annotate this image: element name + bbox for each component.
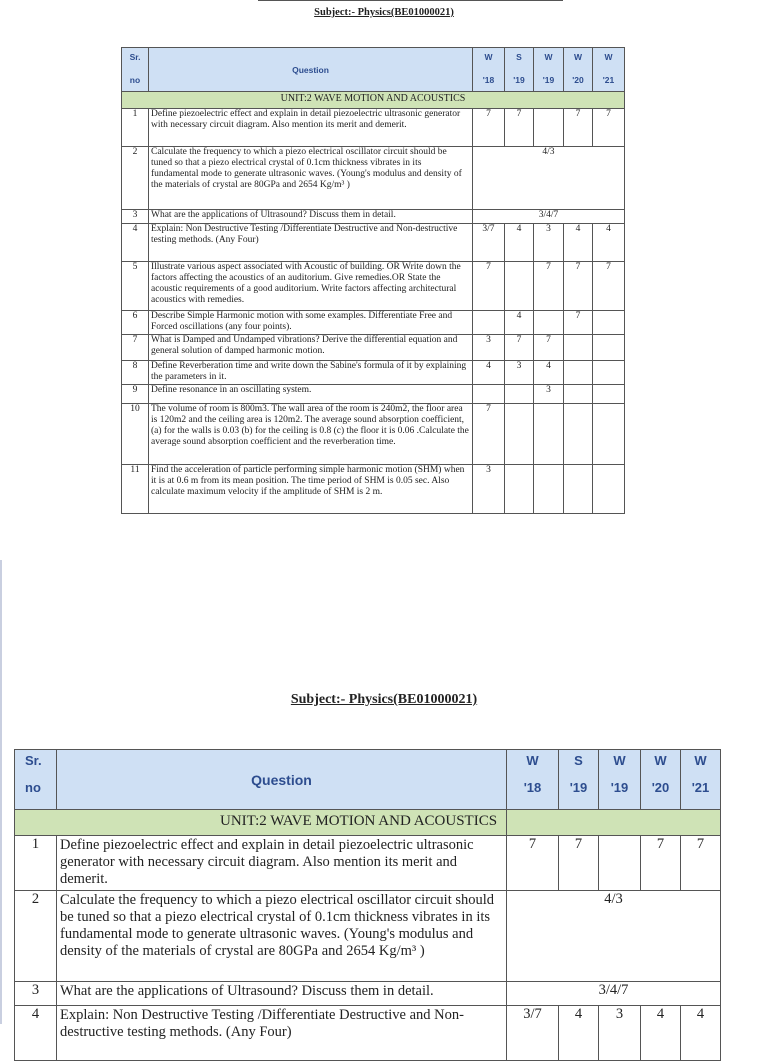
table-row <box>122 210 625 224</box>
question-table <box>14 749 721 1061</box>
table-row <box>122 262 625 311</box>
row-mark <box>505 404 534 465</box>
table-row <box>122 385 625 404</box>
row-mark <box>593 311 625 335</box>
header-exam: S '19 <box>505 48 534 92</box>
row-mark <box>505 262 534 311</box>
row-mark: 7 <box>593 109 625 147</box>
row-mark <box>534 465 564 514</box>
row-mark <box>593 361 625 385</box>
row-mark <box>505 385 534 404</box>
row-mark: 7 <box>505 109 534 147</box>
row-mark <box>564 465 593 514</box>
row-mark <box>593 385 625 404</box>
row-mark: 7 <box>534 262 564 311</box>
row-mark <box>564 404 593 465</box>
page-view-zoomed <box>0 560 768 1040</box>
row-mark-merged: 3/4/7 <box>507 982 721 1006</box>
row-mark: 4 <box>564 224 593 262</box>
row-mark <box>564 361 593 385</box>
row-mark: 7 <box>473 262 505 311</box>
row-mark <box>593 335 625 361</box>
unit-heading-row <box>122 92 625 109</box>
row-mark: 4 <box>473 361 505 385</box>
header-sr: Sr. no <box>15 750 57 810</box>
row-mark <box>599 836 641 891</box>
row-mark: 7 <box>505 335 534 361</box>
row-question: Calculate the frequency to which a piezo electrical oscillator circuit should be tuned so that a piezo electrical crystal of 0.1cm thickness vibrates in its fundamental mode to generate ultrasonic waves. (Young's modulus and density of the materials of crystal are 80GPa and 2654 Kg/m³ ) <box>149 147 473 210</box>
row-sr: 11 <box>122 465 149 514</box>
row-mark: 7 <box>564 109 593 147</box>
header-exam: W '20 <box>564 48 593 92</box>
question-table <box>121 47 625 514</box>
header-exam: W '18 <box>507 750 559 810</box>
header-question: Question <box>57 750 507 810</box>
row-sr: 2 <box>15 891 57 982</box>
row-mark: 7 <box>473 404 505 465</box>
row-mark: 7 <box>564 311 593 335</box>
header-exam: W '19 <box>534 48 564 92</box>
title-rule <box>258 0 563 1</box>
table-header-row <box>122 48 625 92</box>
row-question: Explain: Non Destructive Testing /Differentiate Destructive and Non-destructive testing methods. (Any Four) <box>149 224 473 262</box>
table-row <box>15 982 721 1006</box>
row-question: Explain: Non Destructive Testing /Differentiate Destructive and Non-destructive testing methods. (Any Four) <box>57 1006 507 1061</box>
row-sr: 1 <box>15 836 57 891</box>
row-sr: 6 <box>122 311 149 335</box>
row-question: What are the applications of Ultrasound? Discuss them in detail. <box>149 210 473 224</box>
header-exam: S '19 <box>559 750 599 810</box>
row-question: Define piezoelectric effect and explain in detail piezoelectric ultrasonic generator with necessary circuit diagram. Also mention its merit and demerit. <box>57 836 507 891</box>
row-mark: 7 <box>507 836 559 891</box>
header-sr: Sr. no <box>122 48 149 92</box>
row-mark-merged: 4/3 <box>473 147 625 210</box>
unit-title: UNIT:2 WAVE MOTION AND ACOUSTICS <box>122 92 625 109</box>
row-sr: 9 <box>122 385 149 404</box>
row-mark <box>534 404 564 465</box>
table-row <box>122 361 625 385</box>
row-sr: 10 <box>122 404 149 465</box>
row-mark: 3 <box>473 465 505 514</box>
table-row <box>15 836 721 891</box>
header-exam: W '20 <box>641 750 681 810</box>
row-question: Describe Simple Harmonic motion with some examples. Differentiate Free and Forced oscillations (any four points). <box>149 311 473 335</box>
row-mark <box>534 109 564 147</box>
row-mark <box>593 404 625 465</box>
table-row <box>122 224 625 262</box>
row-question: Find the acceleration of particle performing simple harmonic motion (SHM) when it is at 0.6 m from its mean position. The time period of SHM is 0.05 sec. Also calculate maximum velocity if the amplitude of SHM is 2 m. <box>149 465 473 514</box>
row-mark: 3 <box>534 385 564 404</box>
row-question: Define Reverberation time and write down the Sabine's formula of it by explaining the parameters in it. <box>149 361 473 385</box>
row-mark: 7 <box>534 335 564 361</box>
row-mark: 4 <box>505 224 534 262</box>
row-mark: 3/7 <box>473 224 505 262</box>
unit-title: UNIT:2 WAVE MOTION AND ACOUSTICS <box>15 810 507 836</box>
row-mark <box>505 465 534 514</box>
row-mark <box>564 335 593 361</box>
header-exam: W '18 <box>473 48 505 92</box>
row-mark: 3/7 <box>507 1006 559 1061</box>
row-mark: 3 <box>473 335 505 361</box>
row-sr: 3 <box>15 982 57 1006</box>
row-mark <box>564 385 593 404</box>
row-mark: 4 <box>641 1006 681 1061</box>
row-question: The volume of room is 800m3. The wall area of the room is 240m2, the floor area is 120m2 and the ceiling area is 120m2. The average sound absorption coefficient, (a) for the walls is 0.03 (b) for the ceiling is 0.8 (c) the floor it is 0.06 .Calculate the average sound absorption coefficient and the reverberation time. <box>149 404 473 465</box>
header-question: Question <box>149 48 473 92</box>
row-sr: 2 <box>122 147 149 210</box>
subject-title: Subject:- Physics(BE01000021) <box>314 7 454 18</box>
row-mark: 7 <box>641 836 681 891</box>
row-question: Calculate the frequency to which a piezo electrical oscillator circuit should be tuned so that a piezo electrical crystal of 0.1cm thickness vibrates in its fundamental mode to generate ultrasonic waves. (Young's modulus and density of the materials of crystal are 80GPa and 2654 Kg/m³ ) <box>57 891 507 982</box>
row-mark <box>473 385 505 404</box>
row-mark: 4 <box>505 311 534 335</box>
row-question: What are the applications of Ultrasound? Discuss them in detail. <box>57 982 507 1006</box>
viewer-edge <box>0 560 2 1024</box>
row-sr: 4 <box>15 1006 57 1061</box>
row-mark-merged: 4/3 <box>507 891 721 982</box>
table-row <box>15 1006 721 1061</box>
table-row <box>122 465 625 514</box>
row-mark-merged: 3/4/7 <box>473 210 625 224</box>
table-row <box>122 311 625 335</box>
subject-title: Subject:- Physics(BE01000021) <box>290 692 478 707</box>
row-sr: 3 <box>122 210 149 224</box>
row-mark <box>534 311 564 335</box>
row-sr: 7 <box>122 335 149 361</box>
table-row <box>122 109 625 147</box>
unit-heading-row <box>15 810 721 836</box>
row-mark: 4 <box>534 361 564 385</box>
row-mark: 4 <box>593 224 625 262</box>
table-row <box>122 147 625 210</box>
row-sr: 5 <box>122 262 149 311</box>
row-mark: 7 <box>593 262 625 311</box>
row-question: Illustrate various aspect associated with Acoustic of building. OR Write down the factors affecting the acoustics of an auditorium. Give remedies.OR State the acoustic requirements of a good auditorium. Write factors affecting architectural acoustics with remedies. <box>149 262 473 311</box>
row-question: Define piezoelectric effect and explain in detail piezoelectric ultrasonic generator with necessary circuit diagram. Also mention its merit and demerit. <box>149 109 473 147</box>
header-exam: W '19 <box>599 750 641 810</box>
unit-title-fill <box>507 810 721 836</box>
row-mark <box>473 311 505 335</box>
table-row <box>15 891 721 982</box>
row-mark: 4 <box>681 1006 721 1061</box>
row-question: Define resonance in an oscillating system. <box>149 385 473 404</box>
row-mark: 7 <box>564 262 593 311</box>
row-sr: 8 <box>122 361 149 385</box>
row-mark: 3 <box>534 224 564 262</box>
table-row <box>122 335 625 361</box>
header-exam: W '21 <box>681 750 721 810</box>
table-row <box>122 404 625 465</box>
header-exam: W '21 <box>593 48 625 92</box>
row-mark: 7 <box>681 836 721 891</box>
row-mark: 3 <box>599 1006 641 1061</box>
row-mark: 4 <box>559 1006 599 1061</box>
row-sr: 4 <box>122 224 149 262</box>
row-mark: 7 <box>473 109 505 147</box>
row-mark: 3 <box>505 361 534 385</box>
table-header-row <box>15 750 721 810</box>
row-question: What is Damped and Undamped vibrations? Derive the differential equation and general solution of damped harmonic motion. <box>149 335 473 361</box>
row-mark <box>593 465 625 514</box>
row-mark: 7 <box>559 836 599 891</box>
row-sr: 1 <box>122 109 149 147</box>
